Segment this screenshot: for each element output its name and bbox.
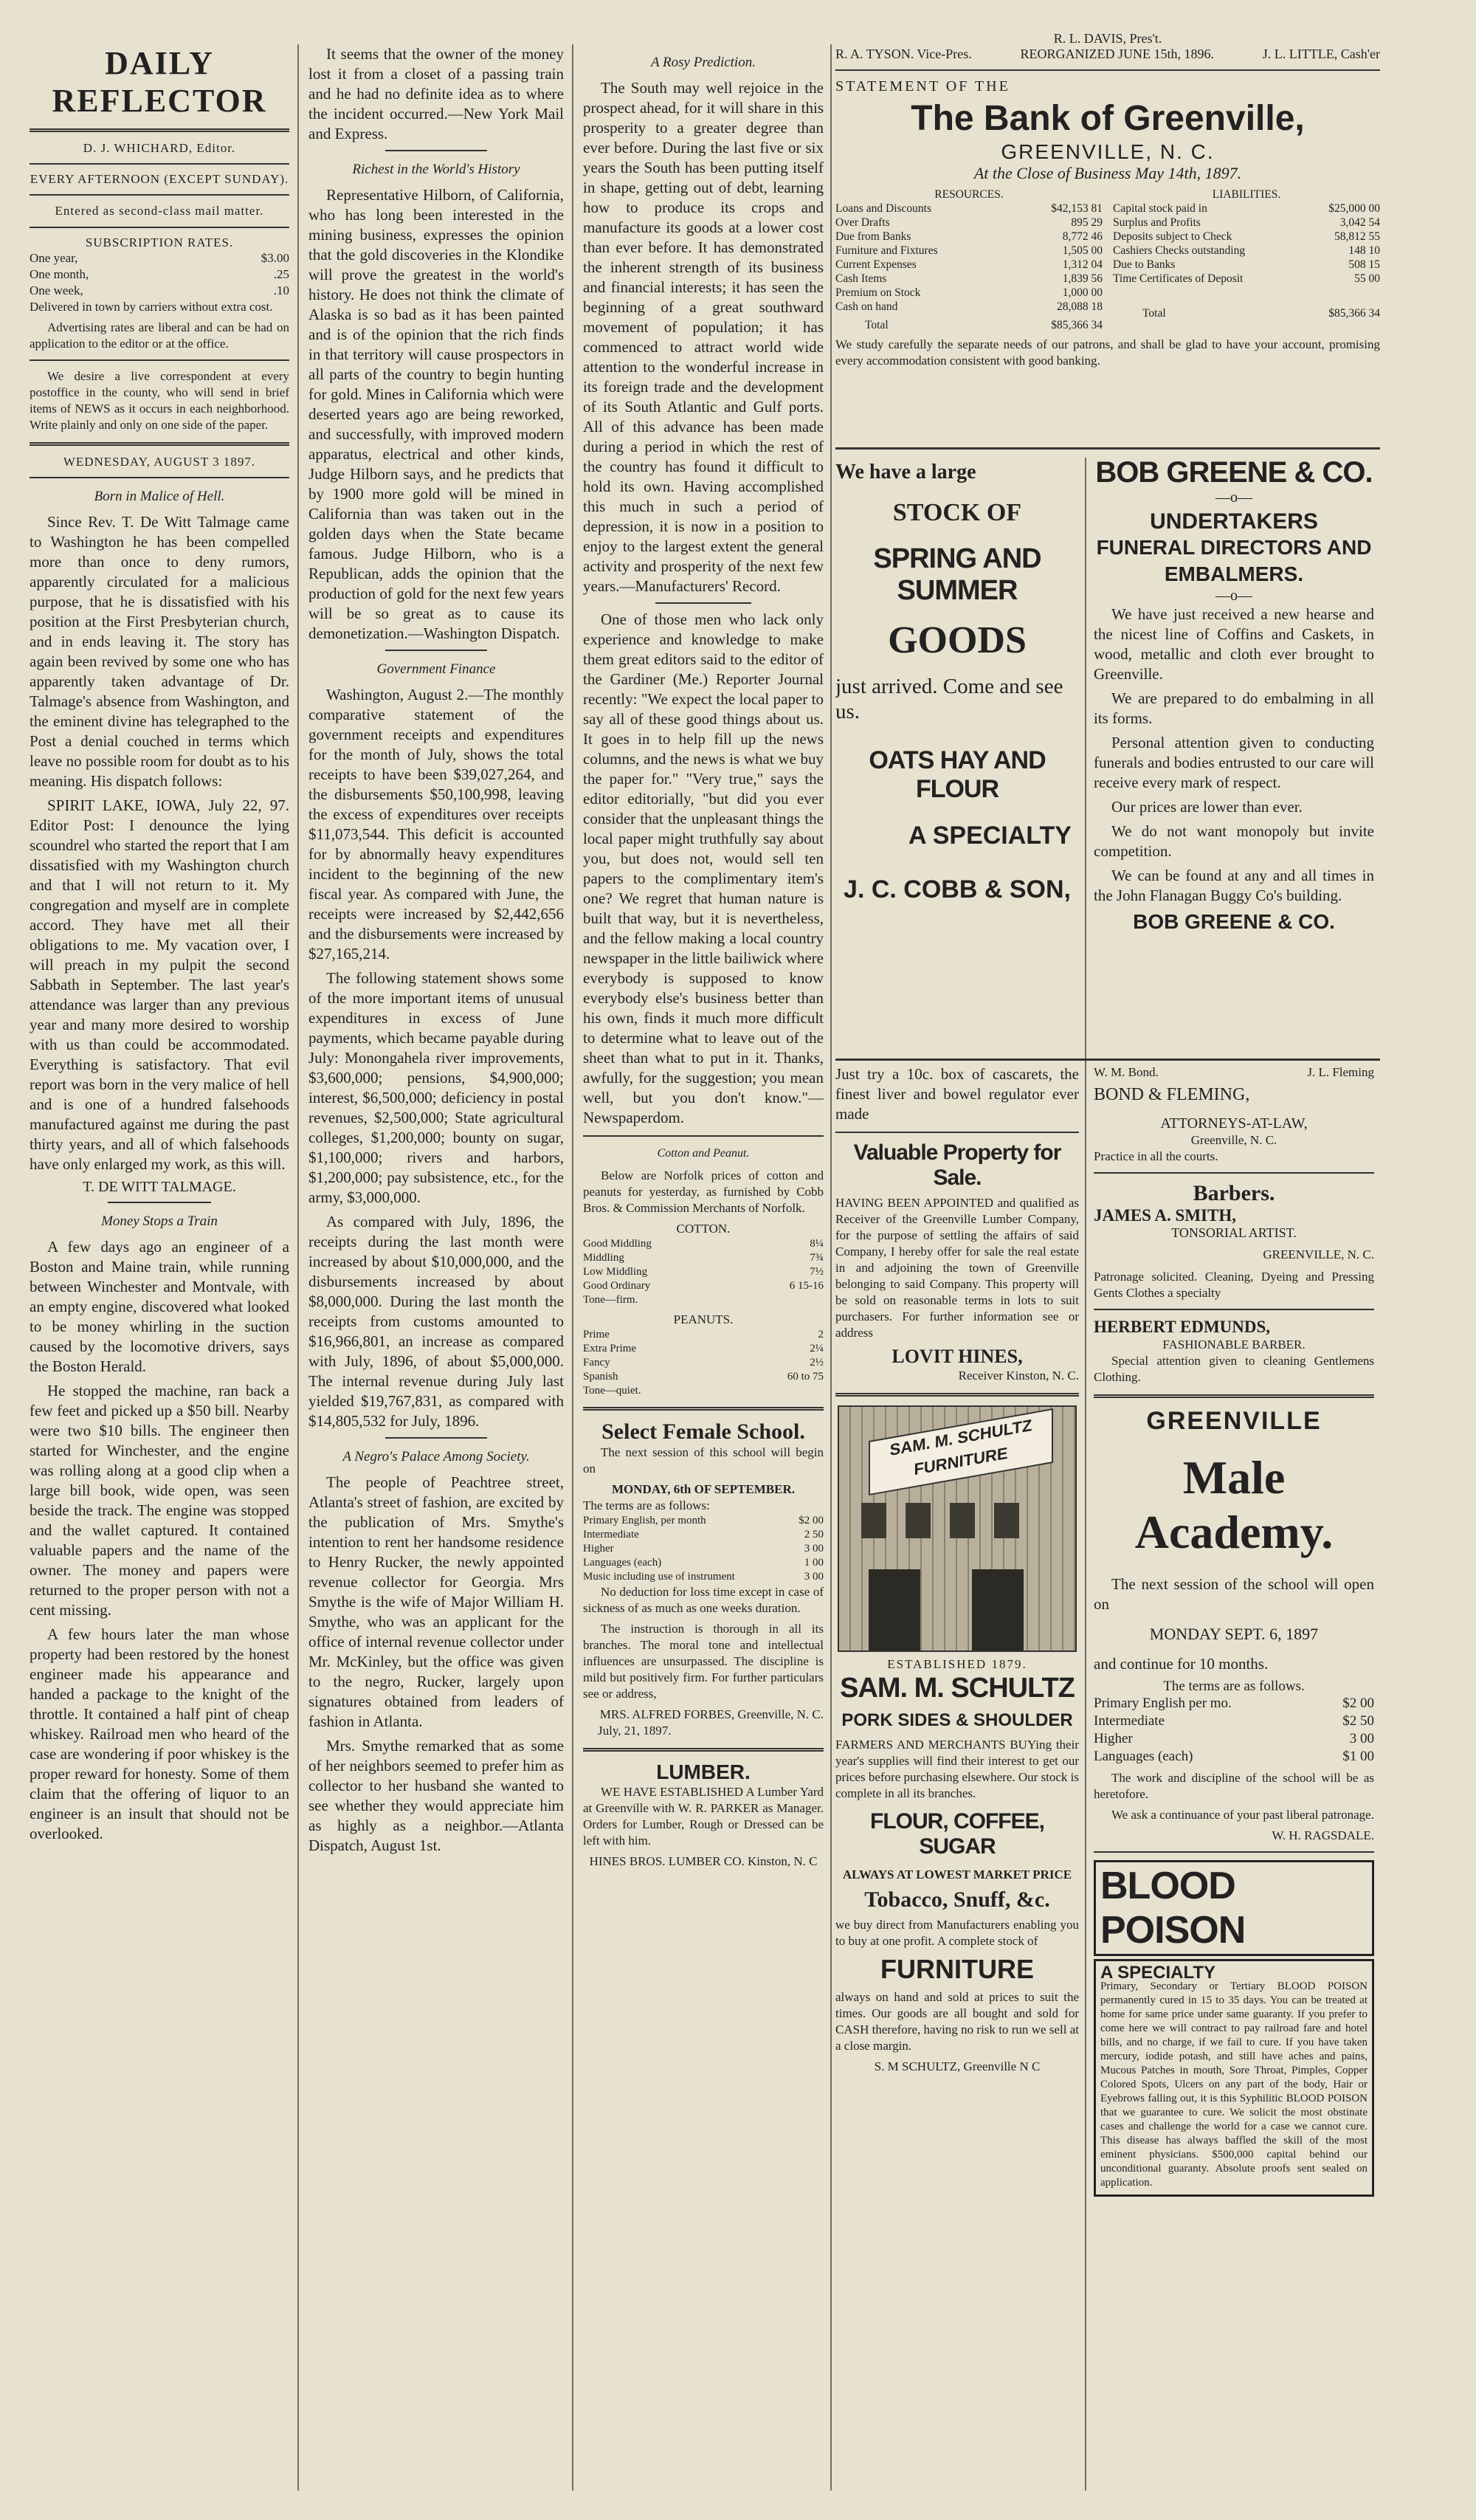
column-5-lower bbox=[1094, 1064, 1374, 2496]
greene-sub2: FUNERAL DIRECTORS AND EMBALMERS. bbox=[1096, 536, 1372, 585]
cell-value: 508 15 bbox=[1348, 258, 1380, 271]
cell-price bbox=[731, 1384, 824, 1398]
bond-names bbox=[1094, 1064, 1374, 1081]
column-2 bbox=[308, 44, 564, 2498]
cell-price: 60 to 75 bbox=[787, 1371, 824, 1383]
article-heading: Born in Malice of Hell. bbox=[94, 489, 225, 504]
masthead-entered: Entered as second-class mail matter. bbox=[55, 204, 264, 218]
cobb-line5: just arrived. Come and see us. bbox=[835, 675, 1063, 723]
table-row bbox=[835, 272, 1103, 286]
academy-signature: W. H. RAGSDALE. bbox=[1272, 1828, 1374, 1842]
table-row bbox=[583, 1265, 824, 1279]
divider bbox=[835, 1393, 1079, 1397]
bond-note: Practice in all the courts. bbox=[1094, 1149, 1218, 1163]
column-1 bbox=[30, 44, 289, 2498]
bank-name: The Bank of Greenville, bbox=[911, 99, 1305, 138]
schultz-name: SAM. M. SCHULTZ bbox=[840, 1673, 1075, 1704]
bank-cashier: J. L. LITTLE, Cash'er bbox=[1262, 47, 1380, 61]
divider bbox=[385, 150, 487, 151]
greene-paragraph: We are prepared to do embalming in all its forms. bbox=[1094, 689, 1374, 727]
cell-label: Low Middling bbox=[583, 1266, 648, 1278]
cell-price: 2½ bbox=[810, 1357, 824, 1369]
cell-value: 58,812 55 bbox=[1334, 230, 1380, 243]
advertising-note: Advertising rates are liberal and can be had on application to the editor or at the office. bbox=[30, 320, 289, 351]
table-row bbox=[1113, 216, 1380, 230]
schultz-line4: Tobacco, Snuff, &c. bbox=[864, 1887, 1050, 1912]
cell-price: 3 00 bbox=[1349, 1731, 1374, 1746]
divider bbox=[30, 359, 289, 361]
divider bbox=[835, 447, 1380, 450]
window bbox=[861, 1503, 886, 1538]
schultz-signature: S. M SCHULTZ, Greenville N C bbox=[874, 2059, 1041, 2073]
cell-label: Premium on Stock bbox=[835, 286, 921, 299]
window bbox=[994, 1503, 1019, 1538]
schultz-line5: FURNITURE bbox=[880, 1954, 1034, 1984]
school-paragraph: The instruction is thorough in all its branches. The moral tone and intellectual influences are unsurpassed. The discipline is mild but positively firm. For further particulars see or address, bbox=[583, 1622, 824, 1701]
door bbox=[972, 1569, 1024, 1650]
divider bbox=[583, 1135, 824, 1137]
article-paragraph: Mrs. Smythe remarked that as some of her neighbors seemed to prefer him as collector to her husband she wanted to see whether they would appreciate him as highly as a neighbor.—Atlanta Dispatch, August 1st. bbox=[308, 1737, 564, 1854]
cell-price: 3 00 bbox=[804, 1571, 824, 1583]
cell-label: Intermediate bbox=[583, 1529, 639, 1540]
table-row bbox=[1094, 1695, 1374, 1712]
table-row-total bbox=[835, 318, 1103, 332]
property-paragraph: HAVING BEEN APPOINTED and qualified as Receiver of the Greenville Lumber Company, for the purpose of settling the affairs of said Company, I hereby offer for sale the real estate in and adjoining the town of Greenville belonging to said Company. This property will be sold on reasonable terms in lots to suit purchasers. For further information see or address bbox=[835, 1196, 1079, 1340]
cell-price: 1 00 bbox=[804, 1557, 824, 1569]
bond-firm: BOND & FLEMING, bbox=[1094, 1085, 1250, 1104]
table-row bbox=[1113, 258, 1380, 272]
schultz-line1: PORK SIDES & SHOULDER bbox=[841, 1710, 1073, 1730]
schultz-building-illustration bbox=[838, 1405, 1077, 1652]
divider bbox=[30, 194, 289, 196]
divider bbox=[1094, 1309, 1374, 1310]
bond-place: Greenville, N. C. bbox=[1190, 1133, 1277, 1147]
barbers-heading: Barbers. bbox=[1193, 1181, 1275, 1205]
cell-value: 8,772 46 bbox=[1062, 230, 1103, 243]
cobb-line8: J. C. COBB & SON, bbox=[844, 875, 1071, 903]
divider bbox=[30, 163, 289, 165]
cobb-line3: SPRING AND SUMMER bbox=[873, 543, 1041, 606]
bank-officers bbox=[835, 47, 1380, 62]
cell-label: Deposits subject to Check bbox=[1113, 230, 1232, 243]
cell-label: Furniture and Fixtures bbox=[835, 244, 938, 257]
window bbox=[950, 1503, 975, 1538]
school-date: MONDAY, 6th OF SEPTEMBER. bbox=[612, 1482, 795, 1496]
academy-line1: GREENVILLE bbox=[1146, 1407, 1322, 1435]
table-row bbox=[835, 258, 1103, 272]
blood-poison-title: BLOOD POISON bbox=[1094, 1860, 1374, 1956]
delivery-note: Delivered in town by carriers without extra cost. bbox=[30, 300, 273, 314]
table-row bbox=[583, 1370, 824, 1384]
bank-statement bbox=[835, 31, 1380, 444]
cell-value: 1,839 56 bbox=[1062, 272, 1103, 285]
cell-price: 8¼ bbox=[810, 1238, 824, 1250]
cell-price: 7¾ bbox=[810, 1252, 824, 1264]
table-row bbox=[835, 244, 1103, 258]
cell-value: 1,505 00 bbox=[1062, 244, 1103, 257]
liabilities-label: LIABILITIES. bbox=[1212, 188, 1281, 201]
divider bbox=[30, 227, 289, 228]
blood-poison-box bbox=[1094, 1959, 1374, 2197]
cell-label: Good Middling bbox=[583, 1238, 652, 1250]
cell-label: Current Expenses bbox=[835, 258, 917, 271]
table-row bbox=[1113, 244, 1380, 258]
table-row bbox=[583, 1251, 824, 1265]
table-row bbox=[1094, 1748, 1374, 1766]
bank-note: We study carefully the separate needs of our patrons, and shall be glad to have your account, promising every accommodation consistent with good banking. bbox=[835, 337, 1380, 368]
cell-label: Cash on hand bbox=[835, 300, 898, 313]
schultz-line3: ALWAYS AT LOWEST MARKET PRICE bbox=[842, 1867, 1072, 1882]
cell-label: Prime bbox=[583, 1329, 610, 1340]
article-heading: A Negro's Palace Among Society. bbox=[342, 1449, 530, 1464]
academy-terms-label: The terms are as follows. bbox=[1163, 1679, 1305, 1694]
schultz-paragraph: we buy direct from Manufacturers enabling you to buy at one profit. A complete stock of bbox=[835, 1918, 1079, 1948]
column-3 bbox=[583, 44, 824, 2498]
table-row bbox=[1113, 230, 1380, 244]
table-row bbox=[835, 216, 1103, 230]
table-row bbox=[583, 1279, 824, 1293]
cell-value: $85,366 34 bbox=[1051, 319, 1103, 331]
rate-label: One week, bbox=[30, 283, 83, 297]
cotton-label: COTTON. bbox=[676, 1222, 731, 1236]
cell-label: Capital stock paid in bbox=[1113, 202, 1207, 215]
cell-label: Due from Banks bbox=[835, 230, 911, 243]
divider bbox=[30, 442, 289, 446]
article-heading: A Rosy Prediction. bbox=[651, 55, 756, 70]
school-terms-label: The terms are as follows: bbox=[583, 1498, 710, 1512]
bond-left: W. M. Bond. bbox=[1094, 1065, 1159, 1079]
cell-price: 2 bbox=[818, 1329, 824, 1340]
masthead-title: DAILY REFLECTOR bbox=[52, 45, 267, 119]
bank-liabilities bbox=[1113, 187, 1380, 332]
greene-paragraph: We do not want monopoly but invite competition. bbox=[1094, 822, 1374, 860]
cell-price bbox=[744, 1293, 824, 1307]
academy-paragraph: and continue for 10 months. bbox=[1094, 1655, 1269, 1673]
rate-price: $3.00 bbox=[261, 251, 289, 265]
greene-paragraph: We have just received a new hearse and the nicest line of Coffins and Caskets, in wood, metallic and cloth ever brought to Greenville. bbox=[1094, 605, 1374, 683]
cell-label: Cash Items bbox=[835, 272, 887, 285]
cell-label: Due to Banks bbox=[1113, 258, 1176, 271]
barbers-place: GREENVILLE, N. C. bbox=[1263, 1247, 1374, 1261]
building-sign: SAM. M. SCHULTZ FURNITURE bbox=[869, 1408, 1053, 1495]
cell-value: 895 29 bbox=[1071, 216, 1103, 229]
resources-label: RESOURCES. bbox=[934, 188, 1004, 201]
table-row bbox=[1113, 272, 1380, 286]
divider bbox=[385, 1437, 487, 1439]
table-row bbox=[583, 1293, 824, 1307]
school-paragraph: No deduction for loss time except in case of sickness of as much as one weeks duration. bbox=[583, 1585, 824, 1615]
blood-poison-sub: A SPECIALTY bbox=[1100, 1963, 1216, 1983]
table-row bbox=[1113, 202, 1380, 216]
property-role: Receiver Kinston, N. C. bbox=[958, 1369, 1079, 1383]
cell-label: Music including use of instrument bbox=[583, 1571, 735, 1583]
cell-label: Over Drafts bbox=[835, 216, 890, 229]
divider bbox=[583, 1748, 824, 1752]
cell-label: Total bbox=[1142, 307, 1166, 320]
lumber-signature: HINES BROS. LUMBER CO. Kinston, N. C bbox=[589, 1854, 818, 1868]
column-rule bbox=[572, 44, 573, 2490]
cobb-line7: A SPECIALTY bbox=[908, 822, 1072, 850]
cell-label: Loans and Discounts bbox=[835, 202, 932, 215]
school-paragraph: The next session of this school will begin on bbox=[583, 1445, 824, 1476]
column-rule bbox=[297, 44, 299, 2490]
bond-title: ATTORNEYS-AT-LAW, bbox=[1160, 1115, 1308, 1132]
cobb-ad bbox=[835, 456, 1079, 1054]
rate-label: One month, bbox=[30, 267, 89, 281]
property-name: LOVIT HINES, bbox=[892, 1346, 1023, 1367]
subscription-heading: SUBSCRIPTION RATES. bbox=[85, 235, 234, 249]
article-paragraph: The South may well rejoice in the prospect ahead, for it will share in this prosperity to a greater degree than ever before. During the last five or six years the South has been putting itself in shape, getting out of debt, learning how to produce its crops and manufacture its goods at a lower cost than ever before. It has demonstrated the inherent strength of its business and financial interests; it has seen the beginning of a great southward movement of population; it has commenced to attract world wide attention to the wonderful increase in its foreign trade and the development of its South Atlantic and Gulf ports. All of this advance has been made during a period in which the rest of the country has found it difficult to hold its own. Having accomplished this much in such a period of depression, it is now in a position to enjoy to the largest extent the general activity and prosperity of the next few years.—Manufacturers' Record. bbox=[583, 79, 824, 595]
bank-resources bbox=[835, 187, 1103, 332]
divider bbox=[385, 650, 487, 651]
cell-price: $2 50 bbox=[1342, 1713, 1374, 1729]
academy-terms bbox=[1094, 1695, 1374, 1766]
table-row bbox=[583, 1570, 824, 1584]
article-paragraph: The following statement shows some of the more important items of unusual expenditures in excess of June payments, which became payable during July: Monongahela river improvements, $3,600,000; pensions, $4,900,000; interest, $6,500,000; deficiency in postal revenues, $2,500,000; State agricultural colleges, $1,200,000; bounty on sugar, $1,100,000; rivers and harbors, $1,200,000; pay subsistence, etc., for the army, $3,000,000. bbox=[308, 969, 564, 1206]
cell-value: 1,000 00 bbox=[1062, 286, 1103, 299]
cell-label: Extra Prime bbox=[583, 1343, 637, 1354]
table-row bbox=[835, 286, 1103, 300]
rate-row bbox=[30, 266, 289, 283]
academy-paragraph: We ask a continuance of your past liberal patronage. bbox=[1111, 1808, 1374, 1822]
table-row bbox=[1094, 1712, 1374, 1730]
greene-paragraph: We can be found at any and all times in the John Flanagan Buggy Co's building. bbox=[1094, 867, 1374, 904]
article-paragraph: Representative Hilborn, of California, who has long been interested in the mining business, expresses the opinion that the gold discoveries in the Klondike will prove the greatest in the world's history. He does not think the climate of Alaska is so bad as it has been painted and is of the opinion that the rich finds in that territory will cause prospectors in all parts of the country to begin hunting for gold. Mines in California which were deserted years ago are being reworked, and successfully, with improved modern apparatus, electrical and other kinds, Judge Hilborn says, and he predicts that by 1900 more gold will be mined in California than was taken out in the golden days when the State became famous. Judge Hilborn, who is a Republican, adds the opinion that the production of gold for the next few years will be so great as to cause its demonetization.—Washington Dispatch. bbox=[308, 186, 564, 642]
greene-ad: BOB GREENE & CO. —o— UNDERTAKERS FUNERAL DIRECTORS AND EMBALMERS. —o— We have just received a new hearse and the nicest line of Coffins and Caskets, in wood, metallic and cloth ever brought to Greenville. We are prepared to do embalming in all its forms. Personal attention given to conducting funerals and bodies entrusted to our care will receive every mark of respect. Our prices are lower than ever. We do not want monopoly but invite competition. We can be found at any and all times in the John Flanagan Buggy Co's building. BOB GREENE & CO. bbox=[1094, 456, 1374, 933]
rate-price: .25 bbox=[273, 267, 289, 281]
table-row bbox=[583, 1356, 824, 1370]
greene-paragraph: Personal attention given to conducting funerals and bodies entrusted to our care will receive every mark of respect. bbox=[1094, 734, 1374, 791]
cell-label: Tone—quiet. bbox=[583, 1385, 641, 1397]
bank-vice: R. A. TYSON. Vice-Pres. bbox=[835, 47, 972, 61]
cotton-table bbox=[583, 1237, 824, 1307]
table-row-total bbox=[1113, 306, 1380, 320]
cell-price: 7½ bbox=[810, 1266, 824, 1278]
cell-price: 6 15-16 bbox=[789, 1280, 824, 1292]
article-paragraph: Washington, August 2.—The monthly comparative statement of the government receipts and expenditures for the month of July, shows the total receipts to have been $39,027,264, and the disbursements $50,100,998, leaving the excess of expenditures over receipts $11,073,544. This deficit is accounted for by abnormally heavy expenditures incident to the beginning of the new fiscal year. As compared with June, the receipts were increased by $2,442,656 and the disbursements were increased by $27,165,214. bbox=[308, 686, 564, 963]
masthead-schedule: EVERY AFTERNOON (EXCEPT SUNDAY). bbox=[30, 172, 289, 186]
academy-date: MONDAY SEPT. 6, 1897 bbox=[1149, 1625, 1319, 1643]
cell-value: 28,088 18 bbox=[1057, 300, 1103, 313]
academy-line2: Male Academy. bbox=[1134, 1451, 1334, 1558]
article-paragraph: It seems that the owner of the money lost it from a closet of a passing train and he had no definite idea as to where the incident occurred.—New York Mail and Express. bbox=[308, 45, 564, 142]
article-signature: T. DE WITT TALMAGE. bbox=[83, 1179, 236, 1195]
cell-price: 3 00 bbox=[804, 1543, 824, 1555]
cell-label: Total bbox=[865, 319, 889, 331]
article-paragraph: A few hours later the man whose property had been restored by the honest engineer made his appearance and handed a package to the knight of the throttle. It contained a half pint of cheap whiskey. Railroad men who heard of the case are wondering if poor whiskey is the proper reward for honesty. Some of them claim that the offering of liquor to an engineer is an insult that should not be overlooked. bbox=[30, 1625, 289, 1842]
rate-label: One year, bbox=[30, 251, 78, 265]
table-row bbox=[583, 1237, 824, 1251]
article-paragraph: The people of Peachtree street, Atlanta's street of fashion, are excited by the publication of Mrs. Smythe's intention to rent her handsome residence to Henry Rucker, the newly appointed revenue collector for Georgia. Mrs Smythe is the wife of Major William H. Smythe, who was an applicant for the office of internal revenue collector under Mr. McKinley, but the office was given to the negro, Rucker, largely upon signatures obtained from leaders of fashion in Atlanta. bbox=[308, 1473, 564, 1730]
cell-value: 1,312 04 bbox=[1062, 258, 1103, 271]
divider bbox=[583, 1407, 824, 1411]
cell-value: 148 10 bbox=[1348, 244, 1380, 257]
masthead-editor: D. J. WHICHARD, Editor. bbox=[83, 141, 236, 155]
cell-label: Intermediate bbox=[1094, 1713, 1165, 1729]
cell-label: Time Certificates of Deposit bbox=[1113, 272, 1244, 285]
divider bbox=[835, 1058, 1380, 1061]
divider bbox=[1094, 1851, 1374, 1853]
divider bbox=[30, 477, 289, 478]
bank-place: GREENVILLE, N. C. bbox=[1001, 140, 1215, 163]
cobb-line4: GOODS bbox=[888, 619, 1027, 661]
table-row bbox=[835, 230, 1103, 244]
cell-label: Spanish bbox=[583, 1371, 618, 1383]
edmunds-name: HERBERT EDMUNDS, bbox=[1094, 1318, 1271, 1336]
cell-label: Languages (each) bbox=[1094, 1749, 1193, 1764]
academy-paragraph: The next session of the school will open on bbox=[1094, 1575, 1374, 1613]
cell-value: $25,000 00 bbox=[1328, 202, 1380, 215]
schultz-established: ESTABLISHED 1879. bbox=[887, 1657, 1027, 1671]
divider bbox=[835, 69, 1380, 71]
column-4-lower bbox=[835, 1064, 1079, 2496]
cobb-line2: STOCK OF bbox=[892, 499, 1022, 526]
cell-price: 2 50 bbox=[804, 1529, 824, 1540]
school-terms bbox=[583, 1514, 824, 1584]
greene-sub1: UNDERTAKERS bbox=[1150, 509, 1318, 534]
cell-price: $2 00 bbox=[1342, 1696, 1374, 1711]
bank-at-close: At the Close of Business May 14th, 1897. bbox=[973, 164, 1242, 182]
article-paragraph: One of those men who lack only experience and knowledge to make them great editors said to the editor of the Gardiner (Me.) Reporter Journal recently: "We expect the local paper to say all of these good things about us. It goes in to help fill up the news columns, and the news is what we buy the paper for." "Very true," says the editor editorially, "but did you ever consider that the unpleasant things the local paper might truthfully say about you, but does not, would sell ten papers to the complimentary item's one? We regret that human nature is built that way, but it is nevertheless, and the fellow making a local country newspaper in the little bailiwick where everybody is supposed to know everybody else's business better than his own, finds it much more difficult to determine what to leave out of the sheet than what to put in it. Thanks, awfully, for the suggestion; you mean well, but you don't know."—Newspaperdom. bbox=[583, 610, 824, 1126]
cell-label: Primary English per mo. bbox=[1094, 1696, 1232, 1711]
window bbox=[906, 1503, 931, 1538]
table-row bbox=[583, 1528, 824, 1542]
cell-label: Surplus and Profits bbox=[1113, 216, 1201, 229]
cell-label: Languages (each) bbox=[583, 1557, 662, 1569]
table-row bbox=[583, 1342, 824, 1356]
rate-row bbox=[30, 283, 289, 299]
divider bbox=[108, 1202, 212, 1203]
barbers-title: TONSORIAL ARTIST. bbox=[1171, 1225, 1297, 1240]
subscription-rates bbox=[30, 250, 289, 299]
article-heading: Cotton and Peanut. bbox=[657, 1147, 750, 1160]
greene-title: BOB GREENE & CO. bbox=[1095, 456, 1373, 489]
cell-label: Higher bbox=[1094, 1731, 1133, 1746]
cell-label: Good Ordinary bbox=[583, 1280, 651, 1292]
cell-value: 3,042 54 bbox=[1339, 216, 1380, 229]
cobb-line6: OATS HAY AND FLOUR bbox=[869, 746, 1046, 803]
table-row bbox=[1094, 1730, 1374, 1748]
cell-value: $85,366 34 bbox=[1328, 307, 1380, 320]
article-paragraph: A few days ago an engineer of a Boston and Maine train, while running between Winchester and Montvale, with an empty engine, discovered what looked to be money whirling in the suction caused by the locomotive drivers, says the Boston Herald. bbox=[30, 1238, 289, 1375]
table-row bbox=[583, 1556, 824, 1570]
article-paragraph: He stopped the machine, ran back a few feet and picked up a $50 bill. Nearby were two $10 bills. The engineer then started for Winchester, and the engine was rolling along at a good clip when a large bill book, wide open, was seen beside the track. The engine was stopped and the wallet captured. It contained valuable papers and the name of the owner. The money and papers were returned to the proper person with not a cent missing. bbox=[30, 1382, 289, 1619]
edmunds-note: Special attention given to cleaning Gentlemens Clothing. bbox=[1094, 1354, 1374, 1384]
table-row bbox=[583, 1328, 824, 1342]
table-row bbox=[583, 1542, 824, 1556]
cell-label: Primary English, per month bbox=[583, 1515, 706, 1526]
peanut-table bbox=[583, 1328, 824, 1398]
table-row bbox=[835, 300, 1103, 314]
cobb-line1: We have a large bbox=[835, 461, 976, 483]
cell-label: Fancy bbox=[583, 1357, 610, 1369]
column-rule bbox=[1085, 458, 1086, 2490]
cell-value: $42,153 81 bbox=[1051, 202, 1103, 215]
greene-paragraph: Our prices are lower than ever. bbox=[1111, 798, 1303, 816]
rate-row bbox=[30, 250, 289, 266]
cell-label: Cashiers Checks outstanding bbox=[1113, 244, 1246, 257]
cotton-intro: Below are Norfolk prices of cotton and peanuts for yesterday, as furnished by Cobb Bros. & Commission Merchants of Norfolk. bbox=[583, 1168, 824, 1215]
peanut-label: PEANUTS. bbox=[673, 1312, 734, 1326]
article-heading: Money Stops a Train bbox=[101, 1213, 218, 1229]
property-title: Valuable Property for Sale. bbox=[853, 1140, 1061, 1190]
school-signature: MRS. ALFRED FORBES, Greenville, N. C. bbox=[599, 1707, 824, 1721]
bank-president: R. L. DAVIS, Pres't. bbox=[1053, 31, 1162, 46]
bank-tables bbox=[835, 187, 1380, 332]
cell-label: Tone—firm. bbox=[583, 1294, 638, 1306]
school-title: Select Female School. bbox=[601, 1419, 805, 1444]
lumber-paragraph: WE HAVE ESTABLISHED A Lumber Yard at Greenville with W. R. PARKER as Manager. Orders for Lumber, Rough or Dressed can be left with him. bbox=[583, 1785, 824, 1848]
barbers-name: JAMES A. SMITH, bbox=[1094, 1206, 1236, 1225]
cell-price: 2¼ bbox=[810, 1343, 824, 1354]
academy-paragraph: The work and discipline of the school will be as heretofore. bbox=[1094, 1771, 1374, 1801]
article-paragraph: SPIRIT LAKE, IOWA, July 22, 97. Editor Post: I denounce the lying scoundrel who started the report that I am dissatisfied with my Washington church and that I will not return to it. My congregation and myself are in complete accord. They have met all their obligations to me. My vacation over, I will preach in my pulpit the second Sabbath in September. The last year's attendance was larger than any previous year and many more desired to worship with us than could be accommodated. Everything is satisfactory. That evil report was born in the very malice of hell and is one of a hundred falsehoods manufactured against me during the past thirty years, and all of which falsehoods have only enlarged my work, as this will. bbox=[30, 796, 289, 1173]
door bbox=[869, 1569, 920, 1650]
lumber-title: LUMBER. bbox=[656, 1760, 751, 1783]
dateline: WEDNESDAY, AUGUST 3 1897. bbox=[63, 455, 256, 469]
divider bbox=[655, 602, 751, 604]
divider bbox=[30, 128, 289, 132]
bond-right: J. L. Fleming bbox=[1307, 1065, 1374, 1079]
cell-label: Middling bbox=[583, 1252, 624, 1264]
cell-label: Higher bbox=[583, 1543, 614, 1555]
schultz-line2: FLOUR, COFFEE, SUGAR bbox=[870, 1809, 1044, 1859]
barbers-note: Patronage solicited. Cleaning, Dyeing and Pressing Gents Clothes a specialty bbox=[1094, 1270, 1374, 1300]
blood-poison-text: Primary, Secondary or Tertiary BLOOD POISON permanently cured in 15 to 35 days. You can be treated at home for same price under same guaranty. If you prefer to come here we will contract to pay railroad fare and hotel bills, and no charge, if we fail to cure. If you have taken mercury, iodide potash, and still have aches and pains, Mucous Patches in mouth, Sore Throat, Pimples, Copper Colored Spots, Ulcers on any part of the body, Hair or Eyebrows falling out, it is this Syphilitic BLOOD POISON that we guarantee to cure. We solicit the most obstinate cases and challenge the world for a case we cannot cure. This disease has always baffled the skill of the most eminent physicians. $500,000 capital behind our unconditional guaranty. Absolute proofs sent sealed on application. bbox=[1100, 1980, 1368, 2189]
table-row bbox=[583, 1384, 824, 1398]
table-row bbox=[583, 1514, 824, 1528]
column-rule bbox=[830, 44, 832, 2490]
article-heading: Government Finance bbox=[376, 661, 496, 677]
school-date2: July, 21, 1897. bbox=[598, 1724, 672, 1738]
article-paragraph: Since Rev. T. De Witt Talmage came to Washington he has been compelled more than once to deny rumors, apparently circulated for a malicious purpose, that he is dissatisfied with his position at the First Presbyterian church, and in ends leaving it. The story has again been revived by some one who has apparently taken advantage of Dr. Talmage's absence from Washington, and the eminent divine has telegraphed to the Post a denial couched in terms which leave no possible room for doubt as to his meaning. His dispatch follows: bbox=[30, 513, 289, 790]
cascarets-ad: Just try a 10c. box of cascarets, the finest liver and bowel regulator ever made bbox=[835, 1065, 1079, 1123]
divider bbox=[1094, 1172, 1374, 1174]
correspondent-note: We desire a live correspondent at every postoffice in the county, who will send in brief items of NEWS as it occurs in each neighborhood. Write plainly and only on one side of the paper. bbox=[30, 369, 289, 432]
cell-value: 55 00 bbox=[1354, 272, 1380, 285]
schultz-paragraph: FARMERS AND MERCHANTS BUYing their year's supplies will find their interest to get our prices before purchasing elsewhere. Our stock is complete in all its branches. bbox=[835, 1738, 1079, 1800]
schultz-paragraph: always on hand and sold at prices to suit the times. Our goods are all bought and sold for CASH therefore, having no risk to run we sell at a close margin. bbox=[835, 1990, 1079, 2053]
cell-price: $2 00 bbox=[799, 1515, 824, 1526]
article-paragraph: As compared with July, 1896, the receipts during the last month were increased by about $10,000,000, and the disbursements increased by about $8,000,000. During the last month the receipts from customs amounted to $16,966,801, an increase as compared with July, 1896, of about $5,000,000. The internal revenue during July last yielded $19,767,831, as compared with $14,805,532 for July, 1896. bbox=[308, 1213, 564, 1430]
table-row bbox=[835, 202, 1103, 216]
bank-reorg: REORGANIZED JUNE 15th, 1896. bbox=[1020, 47, 1215, 61]
bank-statement-label: STATEMENT OF THE bbox=[835, 78, 1010, 94]
divider bbox=[1094, 1394, 1374, 1398]
article-heading: Richest in the World's History bbox=[352, 162, 520, 177]
edmunds-title: FASHIONABLE BARBER. bbox=[1162, 1338, 1306, 1352]
divider bbox=[835, 1132, 1079, 1133]
rate-price: .10 bbox=[273, 283, 289, 297]
cell-price: $1 00 bbox=[1342, 1749, 1374, 1764]
greene-signature: BOB GREENE & CO. bbox=[1133, 910, 1335, 933]
